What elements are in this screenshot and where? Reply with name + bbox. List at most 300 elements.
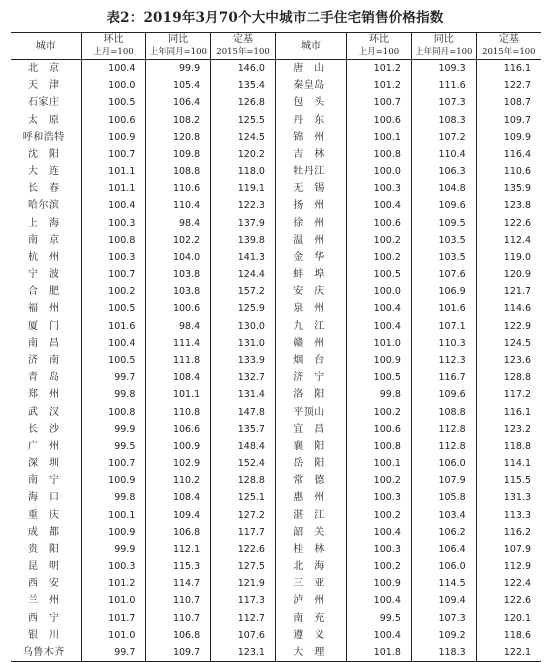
city-name-cell-right: 蚌 埠 [275, 266, 346, 283]
yoy-index-cell-right: 107.1 [411, 318, 476, 335]
yoy-index-cell-left: 100.6 [146, 300, 211, 317]
base-index-cell-right: 114.6 [476, 300, 541, 317]
city-name-cell-left: 兰 州 [28, 595, 60, 607]
table-row [11, 403, 541, 420]
base-index-cell-right: 122.9 [476, 318, 541, 335]
base-index-cell-right: 112.9 [476, 558, 541, 575]
yoy-index-cell-left: 108.8 [146, 163, 211, 180]
city-name-cell-left: 济 南 [28, 355, 60, 366]
table-row [11, 146, 541, 163]
mom-index-cell-left: 99.5 [81, 438, 146, 455]
city-name-cell-left: 青 岛 [28, 372, 60, 384]
base-index-cell-right: 109.7 [476, 112, 541, 129]
base-index-cell-left: 131.0 [211, 335, 276, 352]
city-name-cell-right: 无 锡 [275, 180, 346, 197]
base-index-cell-right: 121.7 [476, 283, 541, 300]
city-name-cell-right: 九 江 [275, 318, 346, 335]
mom-index-cell-right: 99.8 [347, 386, 412, 403]
base-index-cell-left: 146.0 [211, 60, 276, 78]
city-name-cell-right: 惠 州 [275, 489, 346, 506]
base-index-cell-left: 122.6 [211, 541, 276, 558]
mom-index-cell-left: 101.1 [81, 163, 146, 180]
table-row [11, 249, 541, 266]
yoy-index-cell-left: 110.8 [146, 403, 211, 420]
table-row [11, 472, 541, 489]
mom-index-cell-right: 100.8 [347, 438, 412, 455]
mom-index-cell-left: 100.7 [81, 146, 146, 163]
mom-index-cell-right: 100.6 [347, 112, 412, 129]
yoy-index-cell-right: 109.6 [411, 386, 476, 403]
base-index-cell-right: 107.9 [476, 541, 541, 558]
city-name-cell-left: 宁 波 [28, 269, 60, 281]
base-index-cell-right: 122.6 [476, 592, 541, 609]
city-name-cell-left: 乌鲁木齐 [11, 644, 81, 662]
mom-index-cell-right: 100.3 [347, 489, 412, 506]
yoy-index-cell-left: 98.4 [146, 318, 211, 335]
yoy-index-cell-left: 110.2 [146, 472, 211, 489]
city-name-cell-left: 贵 阳 [28, 543, 60, 555]
base-index-cell-left: 112.7 [211, 610, 276, 627]
mom-index-cell-left: 99.9 [81, 421, 146, 438]
yoy-index-cell-right: 106.4 [411, 541, 476, 558]
base-index-cell-left: 125.9 [211, 300, 276, 317]
city-name-cell-left: 昆 明 [28, 561, 60, 573]
mom-index-cell-right: 101.2 [347, 60, 412, 78]
table-row [11, 592, 541, 609]
city-name-cell-left: 南 宁 [28, 475, 60, 487]
base-index-cell-right: 122.7 [476, 77, 541, 94]
yoy-index-cell-left: 110.6 [146, 180, 211, 197]
mom-index-cell-right: 100.2 [347, 232, 412, 249]
yoy-index-cell-left: 101.1 [146, 386, 211, 403]
table-row [11, 489, 541, 506]
base-index-cell-left: 118.0 [211, 163, 276, 180]
city-name-cell-right: 锦 州 [275, 129, 346, 146]
yoy-index-cell-right: 110.3 [411, 335, 476, 352]
yoy-index-cell-left: 102.9 [146, 455, 211, 472]
city-name-cell-right: 南 充 [275, 610, 346, 627]
base-index-cell-right: 122.4 [476, 575, 541, 592]
city-name-cell-left: 上 海 [28, 217, 60, 229]
yoy-index-cell-left: 108.4 [146, 489, 211, 506]
city-name-cell-right: 大 理 [275, 644, 346, 662]
base-index-cell-left: 152.4 [211, 455, 276, 472]
yoy-index-cell-left: 98.4 [146, 215, 211, 232]
base-index-cell-left: 120.2 [211, 146, 276, 163]
yoy-index-cell-left: 120.8 [146, 129, 211, 146]
city-name-cell-right: 扬 州 [275, 197, 346, 214]
table-row [11, 438, 541, 455]
yoy-index-cell-left: 103.8 [146, 283, 211, 300]
base-index-cell-left: 119.1 [211, 180, 276, 197]
base-index-cell-right: 116.4 [476, 146, 541, 163]
yoy-index-cell-left: 114.7 [146, 575, 211, 592]
mom-index-cell-left: 100.3 [81, 249, 146, 266]
city-name-cell-left: 天 津 [28, 80, 60, 92]
price-index-table [11, 32, 541, 662]
city-name-cell-right: 平顶山 [275, 403, 346, 420]
base-index-cell-right: 114.1 [476, 455, 541, 472]
mom-index-cell-left: 99.7 [81, 644, 146, 662]
yoy-index-cell-left: 112.1 [146, 541, 211, 558]
mom-index-cell-right: 101.0 [347, 335, 412, 352]
subheader-base-left: 2015年=100 [211, 46, 276, 60]
base-index-cell-left: 124.5 [211, 129, 276, 146]
base-index-cell-right: 109.9 [476, 129, 541, 146]
yoy-index-cell-right: 105.8 [411, 489, 476, 506]
table-row [11, 610, 541, 627]
mom-index-cell-right: 100.1 [347, 455, 412, 472]
yoy-index-cell-left: 106.8 [146, 627, 211, 644]
yoy-index-cell-left: 109.7 [146, 644, 211, 662]
yoy-index-cell-right: 106.3 [411, 163, 476, 180]
table-row [11, 506, 541, 523]
city-name-cell-left: 呼和浩特 [22, 131, 65, 143]
city-name-cell-right: 泸 州 [275, 592, 346, 609]
yoy-index-cell-left: 102.2 [146, 232, 211, 249]
base-index-cell-right: 112.4 [476, 232, 541, 249]
base-index-cell-right: 119.0 [476, 249, 541, 266]
mom-index-cell-right: 100.4 [347, 197, 412, 214]
yoy-index-cell-right: 110.4 [411, 146, 476, 163]
yoy-index-cell-right: 103.4 [411, 506, 476, 523]
mom-index-cell-left: 100.5 [81, 94, 146, 111]
base-index-cell-right: 120.1 [476, 610, 541, 627]
base-index-cell-right: 135.9 [476, 180, 541, 197]
table-row [11, 318, 541, 335]
base-index-cell-left: 125.5 [211, 112, 276, 129]
base-index-cell-left: 130.0 [211, 318, 276, 335]
table-row [11, 180, 541, 197]
city-name-cell-left: 大 连 [28, 166, 60, 178]
base-index-cell-left: 139.8 [211, 232, 276, 249]
city-name-cell-left: 武 汉 [28, 406, 60, 418]
city-name-cell-right: 徐 州 [275, 215, 346, 232]
yoy-index-cell-right: 108.3 [411, 112, 476, 129]
mom-index-cell-right: 100.9 [347, 352, 412, 369]
table-row [11, 575, 541, 592]
table-row [11, 644, 541, 662]
base-index-cell-right: 122.6 [476, 215, 541, 232]
yoy-index-cell-right: 103.5 [411, 232, 476, 249]
yoy-index-cell-right: 109.3 [411, 60, 476, 78]
city-name-cell-left: 合 肥 [28, 286, 60, 298]
header-yoy-left: 同比 [146, 33, 211, 47]
yoy-index-cell-right: 112.3 [411, 352, 476, 369]
base-index-cell-right: 122.1 [476, 644, 541, 662]
city-name-cell-left: 西 宁 [28, 612, 60, 624]
base-index-cell-right: 115.5 [476, 472, 541, 489]
mom-index-cell-left: 100.1 [81, 506, 146, 523]
mom-index-cell-left: 101.1 [81, 180, 146, 197]
city-name-cell-right: 赣 州 [275, 335, 346, 352]
yoy-index-cell-right: 107.3 [411, 94, 476, 111]
mom-index-cell-right: 100.3 [347, 180, 412, 197]
mom-index-cell-left: 100.8 [81, 232, 146, 249]
base-index-cell-left: 127.5 [211, 558, 276, 575]
city-name-cell-left: 深 圳 [28, 458, 60, 470]
base-index-cell-left: 122.3 [211, 197, 276, 214]
base-index-cell-left: 127.2 [211, 506, 276, 523]
table-title: 表2：2019年3月70个大中城市二手住宅销售价格指数 [106, 10, 444, 26]
table-row [11, 94, 541, 111]
yoy-index-cell-right: 104.8 [411, 180, 476, 197]
city-name-cell-right: 安 庆 [275, 283, 346, 300]
base-index-cell-left: 124.4 [211, 266, 276, 283]
table-row [11, 112, 541, 129]
yoy-index-cell-left: 103.8 [146, 266, 211, 283]
yoy-index-cell-right: 112.8 [411, 438, 476, 455]
city-name-cell-right: 牡丹江 [275, 163, 346, 180]
base-index-cell-left: 147.8 [211, 403, 276, 420]
yoy-index-cell-right: 103.5 [411, 249, 476, 266]
city-name-cell-right: 烟 台 [275, 352, 346, 369]
base-index-cell-left: 141.3 [211, 249, 276, 266]
base-index-cell-right: 113.3 [476, 506, 541, 523]
subheader-yoy-left: 上年同月=100 [146, 46, 211, 60]
table-body [11, 60, 541, 662]
mom-index-cell-left: 100.8 [81, 403, 146, 420]
yoy-index-cell-left: 115.3 [146, 558, 211, 575]
city-name-cell-left: 成 都 [28, 526, 60, 538]
table-row [11, 232, 541, 249]
city-name-cell-right: 温 州 [275, 232, 346, 249]
base-index-cell-right: 123.8 [476, 197, 541, 214]
base-index-cell-right: 116.1 [476, 403, 541, 420]
mom-index-cell-left: 101.6 [81, 318, 146, 335]
mom-index-cell-left: 100.9 [81, 524, 146, 541]
mom-index-cell-left: 99.9 [81, 541, 146, 558]
city-name-cell-left: 海 口 [28, 492, 60, 504]
table-row [11, 352, 541, 369]
mom-index-cell-right: 100.5 [347, 369, 412, 386]
table-row [11, 335, 541, 352]
base-index-cell-right: 120.9 [476, 266, 541, 283]
yoy-index-cell-right: 109.5 [411, 215, 476, 232]
city-name-cell-left: 石家庄 [28, 97, 60, 109]
mom-index-cell-right: 100.7 [347, 94, 412, 111]
city-name-cell-right: 襄 阳 [275, 438, 346, 455]
yoy-index-cell-right: 101.6 [411, 300, 476, 317]
city-name-cell-right: 济 宁 [275, 369, 346, 386]
base-index-cell-right: 124.5 [476, 335, 541, 352]
table-row [11, 524, 541, 541]
table-row [11, 197, 541, 214]
city-name-cell-left: 西 安 [28, 578, 60, 590]
city-name-cell-right: 桂 林 [275, 541, 346, 558]
yoy-index-cell-right: 107.6 [411, 266, 476, 283]
base-index-cell-left: 135.4 [211, 77, 276, 94]
table-row [11, 215, 541, 232]
table-row [11, 558, 541, 575]
mom-index-cell-right: 100.5 [347, 266, 412, 283]
city-name-cell-right: 岳 阳 [275, 455, 346, 472]
mom-index-cell-left: 99.8 [81, 386, 146, 403]
table-row [11, 386, 541, 403]
city-name-cell-right: 韶 关 [275, 524, 346, 541]
base-index-cell-left: 125.1 [211, 489, 276, 506]
base-index-cell-left: 137.9 [211, 215, 276, 232]
mom-index-cell-right: 101.8 [347, 644, 412, 662]
yoy-index-cell-left: 106.4 [146, 94, 211, 111]
mom-index-cell-right: 100.0 [347, 283, 412, 300]
city-name-cell-right: 遵 义 [275, 627, 346, 644]
header-mom-right: 环比 [347, 33, 412, 47]
city-name-cell-right: 洛 阳 [275, 386, 346, 403]
city-name-cell-left: 郑 州 [28, 389, 60, 401]
table-row [11, 60, 541, 78]
mom-index-cell-left: 100.9 [81, 472, 146, 489]
mom-index-cell-left: 101.0 [81, 592, 146, 609]
mom-index-cell-right: 100.6 [347, 215, 412, 232]
base-index-cell-left: 135.7 [211, 421, 276, 438]
header-yoy-right: 同比 [411, 33, 476, 47]
yoy-index-cell-right: 109.2 [411, 627, 476, 644]
mom-index-cell-left: 100.4 [81, 335, 146, 352]
base-index-cell-right: 118.6 [476, 627, 541, 644]
yoy-index-cell-left: 100.9 [146, 438, 211, 455]
table-row [11, 77, 541, 94]
yoy-index-cell-left: 108.4 [146, 369, 211, 386]
header-base-left: 定基 [211, 33, 276, 47]
city-name-cell-right: 金 华 [275, 249, 346, 266]
table-row [11, 283, 541, 300]
city-name-cell-right: 泉 州 [275, 300, 346, 317]
base-index-cell-left: 126.8 [211, 94, 276, 111]
base-index-cell-right: 116.2 [476, 524, 541, 541]
mom-index-cell-right: 100.4 [347, 318, 412, 335]
mom-index-cell-left: 100.0 [81, 77, 146, 94]
yoy-index-cell-right: 112.8 [411, 421, 476, 438]
table-row [11, 421, 541, 438]
yoy-index-cell-right: 106.0 [411, 455, 476, 472]
mom-index-cell-right: 100.3 [347, 541, 412, 558]
city-name-cell-right: 唐 山 [275, 60, 346, 78]
mom-index-cell-left: 99.7 [81, 369, 146, 386]
yoy-index-cell-left: 106.6 [146, 421, 211, 438]
table-row [11, 369, 541, 386]
city-name-cell-right: 包 头 [275, 94, 346, 111]
mom-index-cell-right: 100.4 [347, 524, 412, 541]
yoy-index-cell-left: 110.7 [146, 592, 211, 609]
mom-index-cell-right: 100.6 [347, 421, 412, 438]
city-name-cell-left: 银 川 [28, 629, 60, 641]
yoy-index-cell-right: 111.6 [411, 77, 476, 94]
yoy-index-cell-left: 110.4 [146, 197, 211, 214]
table-row [11, 163, 541, 180]
base-index-cell-right: 110.6 [476, 163, 541, 180]
mom-index-cell-left: 100.3 [81, 215, 146, 232]
yoy-index-cell-left: 108.2 [146, 112, 211, 129]
city-name-cell-left: 福 州 [28, 303, 60, 315]
yoy-index-cell-left: 99.9 [146, 60, 211, 78]
base-index-cell-right: 128.8 [476, 369, 541, 386]
yoy-index-cell-right: 106.9 [411, 283, 476, 300]
city-name-cell-right: 秦皇岛 [275, 77, 346, 94]
yoy-index-cell-left: 109.8 [146, 146, 211, 163]
city-name-cell-right: 常 德 [275, 472, 346, 489]
city-name-cell-right: 宜 昌 [275, 421, 346, 438]
table-row [11, 129, 541, 146]
city-name-cell-left: 长 春 [28, 183, 60, 195]
mom-index-cell-left: 100.7 [81, 455, 146, 472]
mom-index-cell-left: 100.4 [81, 60, 146, 78]
mom-index-cell-right: 100.2 [347, 249, 412, 266]
subheader-mom-left: 上月=100 [81, 46, 146, 60]
base-index-cell-right: 123.2 [476, 421, 541, 438]
mom-index-cell-right: 100.2 [347, 472, 412, 489]
mom-index-cell-left: 101.0 [81, 627, 146, 644]
mom-index-cell-left: 100.6 [81, 112, 146, 129]
mom-index-cell-right: 100.4 [347, 592, 412, 609]
yoy-index-cell-right: 107.3 [411, 610, 476, 627]
mom-index-cell-left: 100.5 [81, 300, 146, 317]
city-name-cell-left: 杭 州 [28, 251, 60, 263]
base-index-cell-left: 123.1 [211, 644, 276, 662]
yoy-index-cell-right: 106.2 [411, 524, 476, 541]
base-index-cell-left: 148.4 [211, 438, 276, 455]
city-name-cell-left: 沈 阳 [28, 148, 60, 160]
mom-index-cell-left: 100.4 [81, 197, 146, 214]
mom-index-cell-right: 100.9 [347, 575, 412, 592]
yoy-index-cell-right: 107.9 [411, 472, 476, 489]
mom-index-cell-left: 100.3 [81, 558, 146, 575]
table-row [11, 300, 541, 317]
base-index-cell-left: 121.9 [211, 575, 276, 592]
yoy-index-cell-right: 108.8 [411, 403, 476, 420]
mom-index-cell-left: 100.9 [81, 129, 146, 146]
table-row [11, 455, 541, 472]
mom-index-cell-right: 100.2 [347, 558, 412, 575]
city-name-cell-right: 吉 林 [275, 146, 346, 163]
yoy-index-cell-left: 106.8 [146, 524, 211, 541]
base-index-cell-left: 131.4 [211, 386, 276, 403]
mom-index-cell-left: 99.8 [81, 489, 146, 506]
mom-index-cell-right: 100.4 [347, 300, 412, 317]
yoy-index-cell-right: 109.6 [411, 197, 476, 214]
yoy-index-cell-right: 107.2 [411, 129, 476, 146]
city-name-cell-right: 三 亚 [275, 575, 346, 592]
header-city-left: 城市 [11, 33, 81, 60]
header-mom-left: 环比 [81, 33, 146, 47]
city-name-cell-left: 广 州 [28, 440, 60, 452]
yoy-index-cell-left: 105.4 [146, 77, 211, 94]
yoy-index-cell-right: 106.0 [411, 558, 476, 575]
base-index-cell-right: 131.3 [476, 489, 541, 506]
yoy-index-cell-left: 104.0 [146, 249, 211, 266]
base-index-cell-left: 128.8 [211, 472, 276, 489]
city-name-cell-left: 南 昌 [28, 337, 60, 349]
city-name-cell-left: 重 庆 [28, 509, 60, 521]
base-index-cell-left: 107.6 [211, 627, 276, 644]
table-row [11, 266, 541, 283]
yoy-index-cell-right: 118.3 [411, 644, 476, 662]
base-index-cell-right: 118.8 [476, 438, 541, 455]
base-index-cell-left: 132.7 [211, 369, 276, 386]
base-index-cell-left: 133.9 [211, 352, 276, 369]
mom-index-cell-right: 100.2 [347, 506, 412, 523]
base-index-cell-right: 116.1 [476, 60, 541, 78]
yoy-index-cell-left: 111.4 [146, 335, 211, 352]
mom-index-cell-right: 100.4 [347, 627, 412, 644]
yoy-index-cell-left: 111.8 [146, 352, 211, 369]
mom-index-cell-left: 100.7 [81, 266, 146, 283]
mom-index-cell-right: 100.0 [347, 163, 412, 180]
header-base-right: 定基 [476, 33, 541, 47]
base-index-cell-left: 157.2 [211, 283, 276, 300]
city-name-cell-left: 厦 门 [28, 320, 60, 332]
city-name-cell-right: 丹 东 [275, 112, 346, 129]
